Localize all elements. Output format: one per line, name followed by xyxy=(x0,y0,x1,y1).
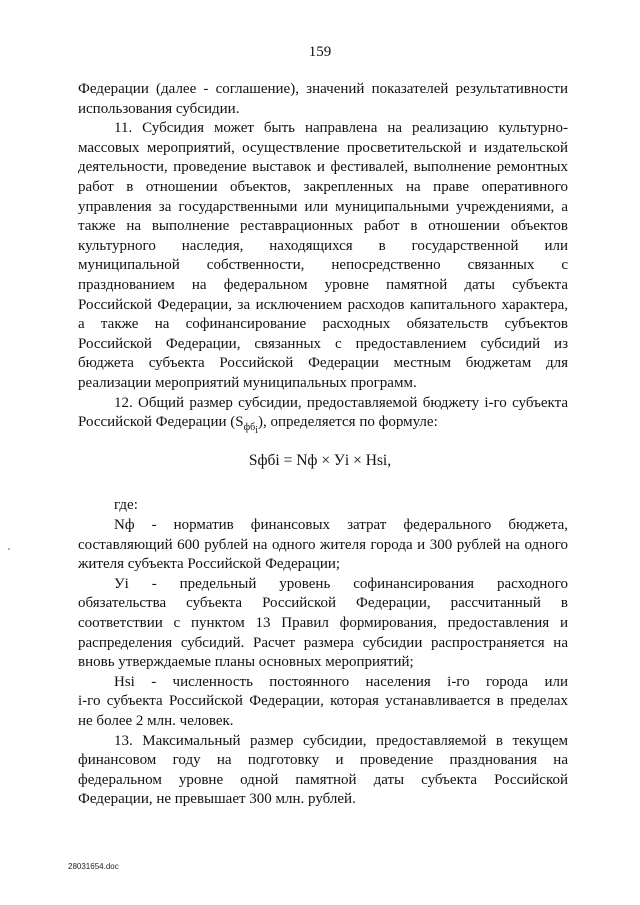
text-line: Уi - предельный уровень софинансирования расходного xyxy=(114,575,568,592)
document-body xyxy=(78,80,568,441)
text-line: 12. Общий размер субсидии, предоставляемой бюджету i-го субъекта xyxy=(114,394,568,411)
text-line: реализации мероприятий муниципальных программ. xyxy=(78,374,417,391)
text-line: Nф - норматив финансовых затрат федерального бюджета, xyxy=(114,517,568,533)
text-line: использования субсидии. xyxy=(78,100,240,117)
text-line: обязательства субъекта Российской Федерации, рассчитанный в xyxy=(78,595,568,612)
text-line: i-го субъекта Российской Федерации, которая устанавливается в пределах xyxy=(78,693,568,710)
formula xyxy=(0,452,640,470)
text-line: Российской Федерации $(S_{фб_i})$, определяется по формуле: xyxy=(78,414,438,437)
text-line: а также на софинансирование расходных обязательств субъектов xyxy=(78,316,568,333)
scan-speck xyxy=(8,548,10,550)
text-line: Hsi - численность постоянного населения i-го города или xyxy=(114,673,568,690)
text-line: вновь утверждаемые планы основных мероприятий; xyxy=(78,654,414,671)
text-line: не более 2 млн. человек. xyxy=(78,712,234,729)
text-line: Российской Федерации, связанных с предоставлением субсидий из xyxy=(78,335,568,352)
text-line: культурного наследия, находящихся в государственной или xyxy=(78,237,568,254)
text-line: соответствии с пунктом 13 Правил формирования, предоставления и xyxy=(78,614,568,631)
text-line: Федерации, не превышает 300 млн. рублей. xyxy=(78,791,356,808)
text-line: финансовом году на подготовку и проведение празднования на xyxy=(78,752,568,769)
text-line: управления за государственными или муниципальными учреждениями, а xyxy=(78,198,568,215)
text-line: Федерации (далее - соглашение), значений показателей результативности xyxy=(78,81,568,97)
text-line: муниципальной собственности, непосредственно связанных с xyxy=(78,257,568,274)
page-number: 159 xyxy=(308,44,332,60)
text-line: массовых мероприятий, осуществление просветительской и издательской xyxy=(78,139,568,156)
text-line: распределения субсидий. Расчет размера субсидии распространяется на xyxy=(78,634,568,651)
text-line: составляющий 600 рублей на одного жителя города и 300 рублей на одного xyxy=(78,536,568,553)
definitions xyxy=(78,516,568,810)
where-label: где: xyxy=(114,497,138,513)
text-line: бюджета субъекта Российской Федерации местным бюджетам для xyxy=(78,355,568,372)
text-line: работ в отношении объектов, закрепленных на праве оперативного xyxy=(78,178,568,195)
text-line: федеральном уровне одной памятной даты субъекта Российской xyxy=(78,771,568,788)
text-line: также на выполнение реставрационных работ в отношении объектов xyxy=(78,218,568,235)
footer-filename: 28031654.doc xyxy=(68,862,119,871)
text-line: празднованием на федеральном уровне памятной даты субъекта xyxy=(78,276,568,293)
text-line: деятельности, проведение выставок и фестивалей, выполнение ремонтных xyxy=(78,159,568,176)
text-line: жителя субъекта Российской Федерации; xyxy=(78,556,341,573)
formula-text: Sфбi = Nф × Уi × Hsi, xyxy=(248,452,392,469)
text-line: 13. Максимальный размер субсидии, предоставляемой в текущем xyxy=(114,732,568,749)
text-line: Российской Федерации, за исключением расходов капитального характера, xyxy=(78,296,568,313)
text-line: 11. Субсидия может быть направлена на реализацию культурно- xyxy=(114,120,568,137)
